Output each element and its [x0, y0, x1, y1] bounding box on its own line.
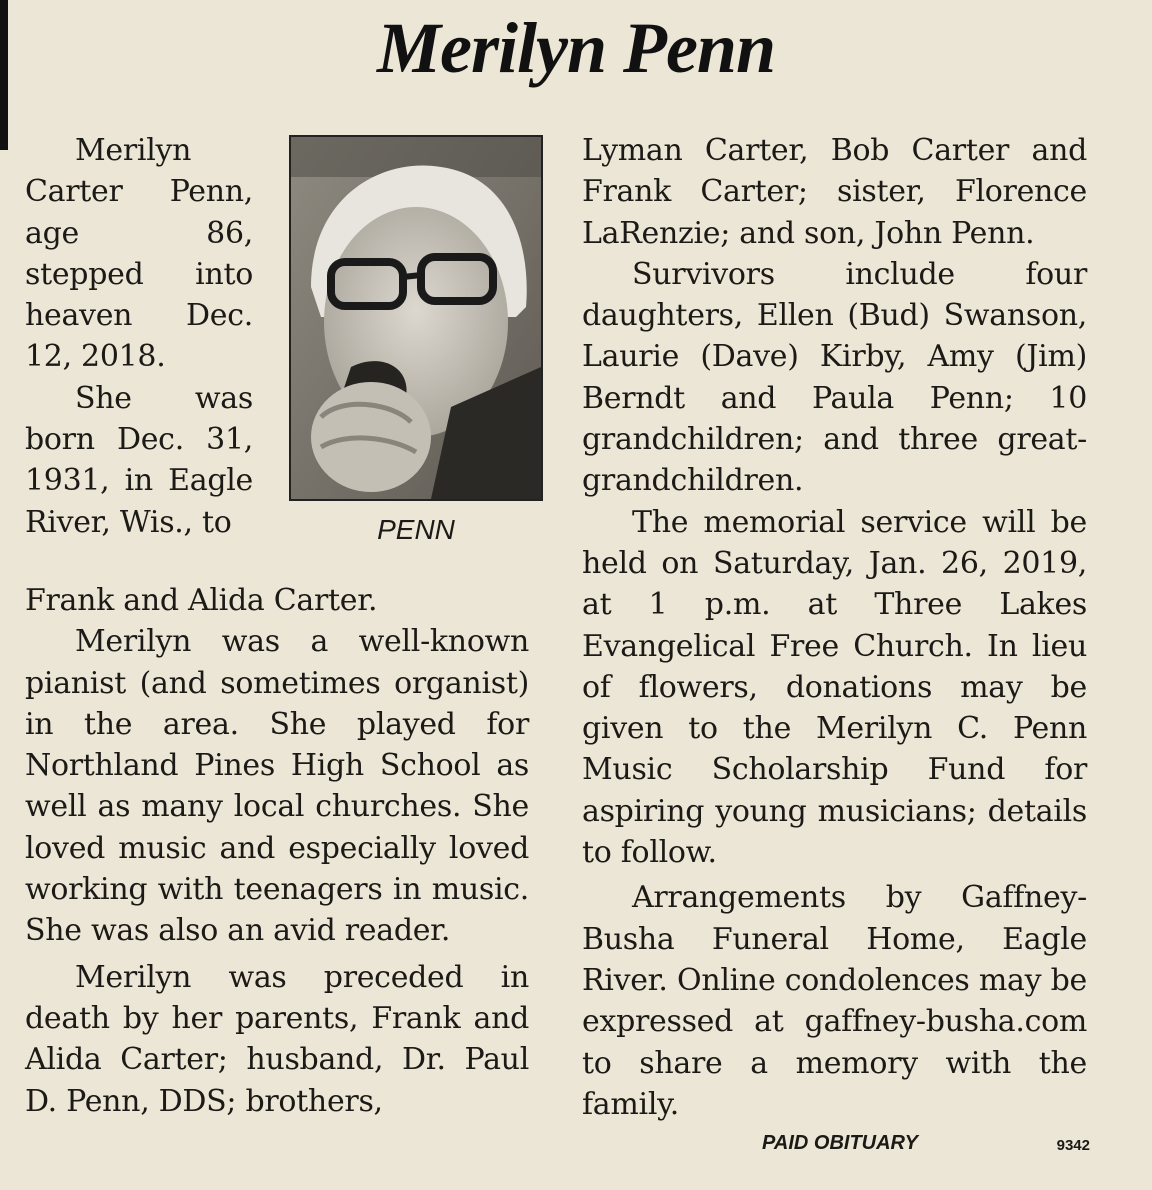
- paragraph-birth: She was born Dec. 31, 1931, in Eagle River, Wis., to: [25, 380, 253, 540]
- paragraph-parents: Frank and Alida Carter.: [25, 583, 378, 618]
- left-column-top: [25, 130, 253, 543]
- right-column: [582, 130, 1087, 1125]
- paragraph-survivors: Survivors include four daughters, Ellen (Bud) Swanson, Laurie (Dave) Kirby, Amy (Jim) Berndt and Paula Penn; 10 grandchildren; and three great-grandchildren.: [582, 256, 1087, 499]
- paragraph-memorial: The memorial service will be held on Saturday, Jan. 26, 2019, at 1 p.m. at Three Lakes Evangelical Free Church. In lieu of flowers, donations may be given to the Merilyn C. Penn Music Scholarship Fund for aspiring young musicians; details to follow.: [582, 504, 1087, 871]
- paragraph-music: Merilyn was a well-known pianist (and sometimes organist) in the area. She played for Northland Pines High School as well as many local churches. She loved music and especially loved working with teenagers in music. She was also an avid reader.: [25, 624, 529, 949]
- paragraph-siblings: Lyman Carter, Bob Carter and Frank Carter; sister, Florence LaRenzie; and son, John Penn.: [582, 133, 1087, 251]
- paragraph-arrangements: Arrangements by Gaffney-Busha Funeral Home, Eagle River. Online condolences may be expressed at gaffney-busha.com to share a memory with the family.: [582, 880, 1087, 1122]
- paragraph-intro: Merilyn Carter Penn, age 86, stepped into heaven Dec. 12, 2018.: [25, 133, 253, 375]
- portrait-photo: [289, 135, 543, 501]
- left-column-bottom: [25, 580, 529, 1122]
- paid-obituary-label: PAID OBITUARY: [762, 1132, 918, 1154]
- photo-caption: PENN: [377, 514, 455, 545]
- obituary-title: Merilyn Penn: [376, 8, 776, 88]
- ad-code: 9342: [1056, 1137, 1090, 1154]
- paragraph-preceded: Merilyn was preceded in death by her parents, Frank and Alida Carter; husband, Dr. Paul D. Penn, DDS; brothers,: [25, 959, 529, 1119]
